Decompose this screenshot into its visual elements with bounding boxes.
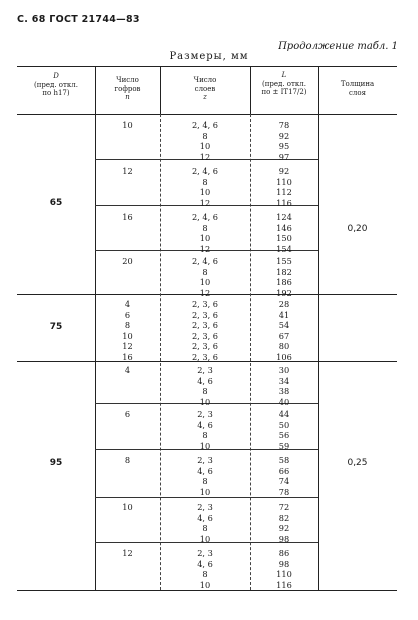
n-value: 10: [122, 120, 133, 130]
n-value: 12: [122, 548, 133, 558]
z-values: 2, 3 4, 6 8 10: [197, 455, 213, 497]
diameter-75: 75: [49, 322, 63, 332]
n-value: 4: [124, 365, 131, 375]
col-divider: [160, 66, 161, 114]
col-divider: [318, 66, 319, 590]
table-top-rule: [17, 66, 397, 67]
l-values: 92 110 112 116: [276, 166, 292, 208]
z-values: 2, 3, 6 2, 3, 6 2, 3, 6 2, 3, 6 2, 3, 6 2, 3, 6: [191, 299, 219, 362]
col-header-thickness: Толщина слоя: [340, 80, 375, 97]
l-values: 78 92 95 97: [278, 120, 290, 162]
n-value: 20: [122, 256, 133, 266]
table-bottom-rule: [17, 590, 397, 591]
subgroup-rule: [95, 497, 318, 498]
thickness-020: 0,20: [347, 224, 368, 234]
col-header-d: D (пред. откл. по h17): [34, 72, 78, 97]
l-values: 86 98 110 116: [276, 548, 292, 590]
z-values: 2, 4, 6 8 10 12: [191, 120, 219, 162]
page-header: С. 68 ГОСТ 21744—83: [17, 14, 140, 25]
z-values: 2, 4, 6 8 10 12: [191, 256, 219, 298]
header-bottom-rule: [17, 114, 397, 115]
z-values: 2, 4, 6 8 10 12: [191, 212, 219, 254]
l-values: 155 182 186 192: [276, 256, 292, 298]
diameter-95: 95: [49, 458, 63, 468]
z-values: 2, 3 4, 6 8 10: [197, 502, 213, 544]
l-values: 58 66 74 78: [278, 455, 290, 497]
l-values: 72 82 92 98: [278, 502, 290, 544]
n-value: 8: [124, 455, 131, 465]
l-values: 28 41 54 67 80 106: [276, 299, 292, 362]
diameter-65: 65: [49, 198, 63, 208]
l-values: 30 34 38 40: [278, 365, 290, 407]
n-value: 12: [122, 166, 133, 176]
col-divider: [250, 66, 251, 114]
col-header-z: Число слоев z: [193, 76, 217, 101]
z-values: 2, 3 4, 6 8 10: [197, 409, 213, 451]
z-values: 2, 4, 6 8 10 12: [191, 166, 219, 208]
table-continuation-label: Продолжение табл. 1: [278, 41, 398, 52]
n-value: 16: [122, 212, 133, 222]
table-caption: Размеры, мм: [169, 51, 249, 62]
z-values: 2, 3 4, 6 8 10: [197, 365, 213, 407]
col-header-l: L (пред. откл. по ± IT17/2): [261, 71, 307, 96]
n-value: 6: [124, 409, 131, 419]
n-value: 10: [122, 502, 133, 512]
thickness-025: 0,25: [347, 458, 368, 468]
n-values: 4 6 8 10 12 16: [122, 299, 133, 362]
l-values: 124 146 150 154: [276, 212, 292, 254]
col-header-n: Число гофров n: [114, 76, 141, 101]
l-values: 44 50 56 59: [278, 409, 290, 451]
z-values: 2, 3 4, 6 8 10: [197, 548, 213, 590]
